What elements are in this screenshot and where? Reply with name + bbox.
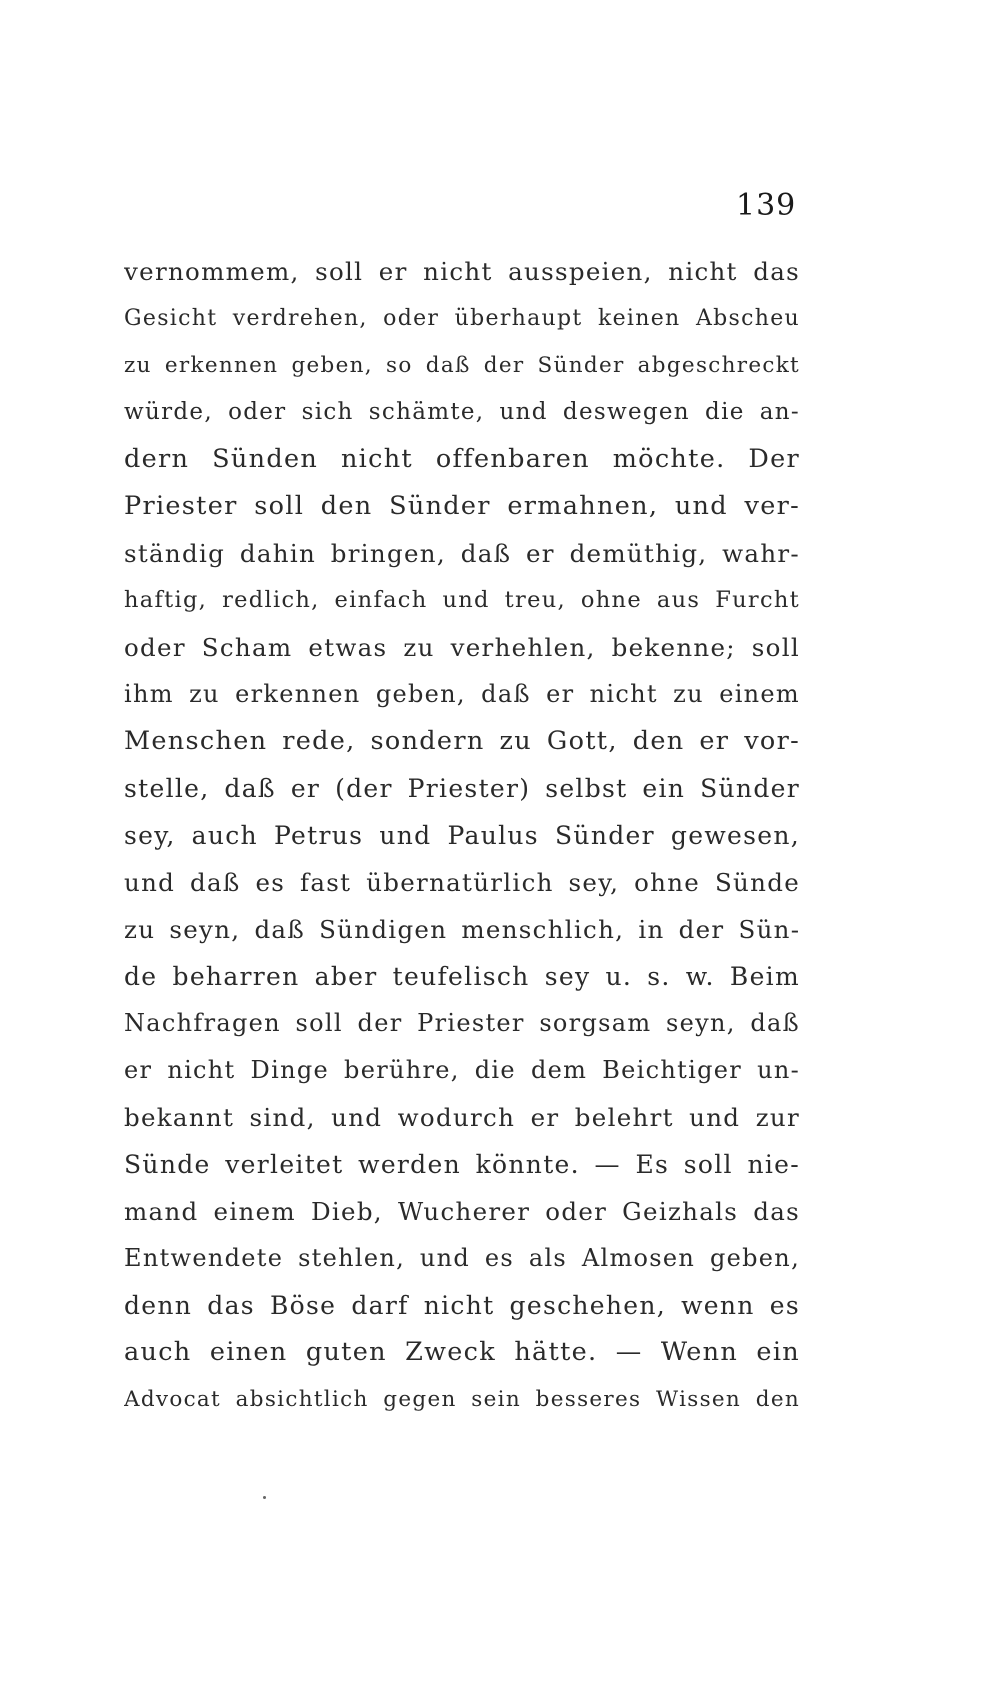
text-line-22: Entwendete stehlen, und es als Almosen geben, — [124, 1244, 800, 1272]
text-line-20: Sünde verleitet werden könnte. — Es soll nie- — [124, 1150, 800, 1179]
text-line-9: oder Scham etwas zu verhehlen, bekenne; soll — [124, 633, 800, 662]
text-line-3: zu erkennen geben, so daß der Sünder abgeschreckt — [124, 353, 800, 378]
text-line-19: bekannt sind, und wodurch er belehrt und zur — [124, 1103, 800, 1132]
text-line-1: vernommem, soll er nicht ausspeien, nicht das — [124, 257, 800, 286]
text-line-23: denn das Böse darf nicht geschehen, wenn es — [124, 1291, 800, 1320]
text-line-4: würde, oder sich schämte, und deswegen die an- — [124, 399, 800, 425]
text-line-8: haftig, redlich, einfach und treu, ohne aus Furcht — [124, 587, 800, 613]
text-line-25: Advocat absichtlich gegen sein besseres Wissen den — [124, 1387, 800, 1412]
text-line-7: ständig dahin bringen, daß er demüthig, wahr- — [124, 539, 800, 568]
text-line-2: Gesicht verdrehen, oder überhaupt keinen Abscheu — [124, 306, 800, 331]
text-line-21: mand einem Dieb, Wucherer oder Geizhals das — [124, 1197, 800, 1226]
text-line-10: ihm zu erkennen geben, daß er nicht zu einem — [124, 680, 800, 708]
text-line-18: er nicht Dinge berühre, die dem Beichtiger un- — [124, 1056, 800, 1084]
text-line-12: stelle, daß er (der Priester) selbst ein Sünder — [124, 774, 800, 803]
text-line-11: Menschen rede, sondern zu Gott, den er vor- — [124, 726, 800, 756]
page-number: 139 — [736, 188, 797, 223]
text-line-16: de beharren aber teufelisch sey u. s. w. Beim — [124, 962, 800, 991]
ink-speck — [263, 1496, 266, 1499]
text-line-6: Priester soll den Sünder ermahnen, und ver- — [124, 491, 800, 521]
text-line-13: sey, auch Petrus und Paulus Sünder gewesen, — [124, 821, 800, 850]
text-line-14: und daß es fast übernatürlich sey, ohne Sünde — [124, 868, 800, 897]
text-line-24: auch einen guten Zweck hätte. — Wenn ein — [124, 1337, 800, 1367]
text-line-15: zu seyn, daß Sündigen menschlich, in der Sün- — [124, 915, 800, 944]
body-text — [124, 248, 800, 1423]
text-line-5: dern Sünden nicht offenbaren möchte. Der — [124, 444, 800, 474]
text-line-17: Nachfragen soll der Priester sorgsam seyn, daß — [124, 1009, 800, 1037]
